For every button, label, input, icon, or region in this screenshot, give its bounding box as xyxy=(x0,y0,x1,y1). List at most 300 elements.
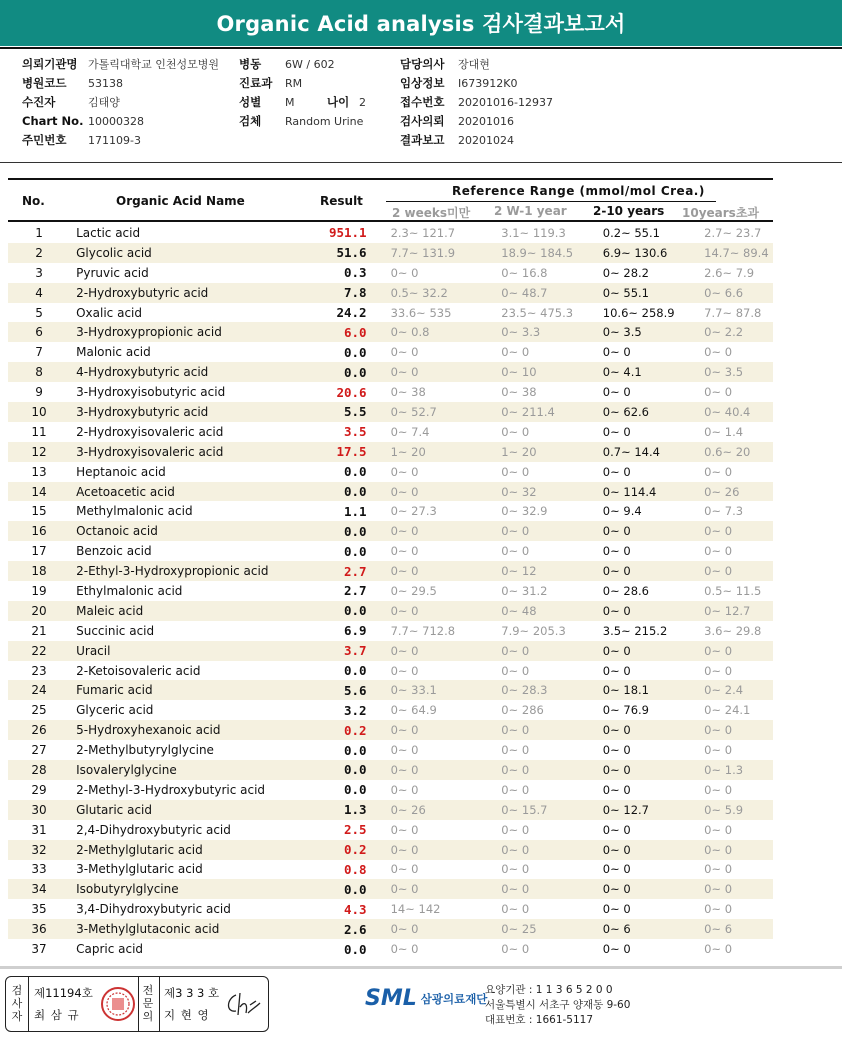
acid-name: 2-Methylbutyrylglycine xyxy=(76,743,214,758)
table-row xyxy=(8,402,773,422)
row-number: 5 xyxy=(35,305,43,320)
table-row xyxy=(8,303,773,323)
age-value: 2 xyxy=(359,96,366,109)
info-value: 장대현 xyxy=(458,58,490,71)
info-value: M xyxy=(285,96,295,109)
ref-2-10years: 0~ 0 xyxy=(602,942,631,956)
acid-name: 4-Hydroxybutyric acid xyxy=(70,362,321,382)
row-number: 16 xyxy=(8,521,70,541)
ref-2w-1year: 0~ 3.3 xyxy=(487,322,591,342)
ref-2-10years: 10.6~ 258.9 xyxy=(602,305,675,320)
result-value: 2.5 xyxy=(344,822,367,838)
ref-2weeks: 0.5~ 32.2 xyxy=(379,283,488,303)
ref-2weeks: 0~ 0 xyxy=(379,601,488,621)
ref-2w-1year: 7.9~ 205.3 xyxy=(501,623,566,638)
info-label: 진료과 xyxy=(239,76,273,90)
info-label: Chart No. xyxy=(22,114,84,128)
ref-2w-1year: 0~ 0 xyxy=(487,760,591,780)
ref-2-10years: 0~ 0 xyxy=(591,601,690,621)
table-row xyxy=(8,939,773,959)
ref-2-10years: 0~ 0 xyxy=(602,464,631,479)
row-number: 13 xyxy=(31,464,47,479)
acid-name: Methylmalonic acid xyxy=(76,504,193,519)
ref-2w-1year: 0~ 0 xyxy=(501,424,530,439)
ref-10years-plus: 0~ 0 xyxy=(690,641,773,661)
col-header-name: Organic Acid Name xyxy=(116,194,245,208)
acid-name: Acetoacetic acid xyxy=(70,482,321,502)
ref-2-10years: 0~ 6 xyxy=(591,919,690,939)
ref-2weeks: 0~ 27.3 xyxy=(390,504,437,519)
ref-10years-plus: 0~ 0 xyxy=(690,840,773,860)
result-value: 6.0 xyxy=(321,322,379,342)
result-value: 0.0 xyxy=(321,760,379,780)
ref-2w-1year: 0~ 10 xyxy=(487,362,591,382)
table-row xyxy=(8,780,773,800)
row-number: 32 xyxy=(8,840,70,860)
ref-2weeks: 0~ 0 xyxy=(390,942,419,956)
acid-name: 2-Ethyl-3-Hydroxypropionic acid xyxy=(70,561,321,581)
ref-2weeks: 7.7~ 131.9 xyxy=(379,243,488,263)
result-value: 7.8 xyxy=(321,283,379,303)
ref-10years-plus: 0~ 0 xyxy=(704,464,733,479)
result-value: 6.9 xyxy=(344,623,367,639)
ref-10years-plus: 0~ 0 xyxy=(704,822,733,837)
ref-2-10years: 0~ 0 xyxy=(602,385,631,400)
ref-2w-1year: 0~ 0 xyxy=(501,345,530,360)
ref-10years-plus: 0~ 0 xyxy=(704,942,733,956)
row-number: 17 xyxy=(31,544,47,559)
ref-2-10years: 0~ 0 xyxy=(602,782,631,797)
row-number: 28 xyxy=(8,760,70,780)
info-label: 수진자 xyxy=(22,95,56,109)
ref-10years-plus: 2.7~ 23.7 xyxy=(704,225,762,240)
sml-logo: SML xyxy=(365,986,417,1011)
row-number: 14 xyxy=(8,482,70,502)
results-table-header xyxy=(8,178,773,222)
ref-2-10years: 0~ 0 xyxy=(602,345,631,360)
table-row xyxy=(8,860,773,880)
info-label: 의뢰기관명 xyxy=(22,57,78,71)
ref-2-10years: 0.2~ 55.1 xyxy=(602,225,660,240)
row-number: 37 xyxy=(31,942,47,956)
acid-name: 3-Methylglutaconic acid xyxy=(70,919,321,939)
table-row xyxy=(8,621,773,641)
ref-10years-plus: 14.7~ 89.4 xyxy=(690,243,773,263)
ref-10years-plus: 0~ 0 xyxy=(704,743,733,758)
ref-10years-plus: 0~ 0 xyxy=(704,782,733,797)
tester-label: 검사자 xyxy=(11,984,23,1023)
table-row xyxy=(8,840,773,860)
col-header-ref-4: 10years초과 xyxy=(682,206,760,220)
ref-2w-1year: 0~ 0 xyxy=(501,862,530,877)
ref-2w-1year: 0~ 0 xyxy=(487,521,591,541)
row-number: 10 xyxy=(8,402,70,422)
ref-2w-1year: 0~ 25 xyxy=(487,919,591,939)
acid-name: Uracil xyxy=(70,641,321,661)
table-row xyxy=(8,800,773,820)
ref-2w-1year: 0~ 0 xyxy=(501,464,530,479)
result-value: 51.6 xyxy=(321,243,379,263)
ref-2w-1year: 18.9~ 184.5 xyxy=(487,243,591,263)
info-label: 성별 xyxy=(239,95,262,109)
ref-2-10years: 0~ 0 xyxy=(591,561,690,581)
row-number: 30 xyxy=(8,800,70,820)
result-value: 0.0 xyxy=(321,879,379,899)
tester-name: 최 삼 규 xyxy=(34,1008,80,1022)
official-seal-icon xyxy=(100,985,136,1023)
doctor-label: 전문의 xyxy=(142,984,154,1023)
row-number: 26 xyxy=(8,720,70,740)
acid-name: Isobutyrylglycine xyxy=(70,879,321,899)
acid-name: Glyceric acid xyxy=(76,703,154,718)
report-title: Organic Acid analysis 검사결과보고서 xyxy=(216,12,626,36)
ref-2weeks: 0~ 0 xyxy=(390,782,419,797)
doctor-name: 지 현 영 xyxy=(164,1008,210,1022)
result-value: 5.6 xyxy=(321,680,379,700)
ref-10years-plus: 0~ 0 xyxy=(704,544,733,559)
ref-10years-plus: 0~ 0 xyxy=(704,902,733,917)
ref-2-10years: 0~ 0 xyxy=(602,424,631,439)
ref-2weeks: 0~ 0 xyxy=(379,641,488,661)
ref-2w-1year: 0~ 32.9 xyxy=(501,504,548,519)
acid-name: Fumaric acid xyxy=(70,680,321,700)
table-row xyxy=(8,760,773,780)
ref-2weeks: 0~ 0 xyxy=(390,265,419,280)
results-table-body xyxy=(8,223,773,959)
ref-10years-plus: 0~ 5.9 xyxy=(690,800,773,820)
ref-2w-1year: 0~ 0 xyxy=(487,879,591,899)
table-row xyxy=(8,680,773,700)
ref-2-10years: 0~ 18.1 xyxy=(591,680,690,700)
ref-10years-plus: 0~ 40.4 xyxy=(690,402,773,422)
row-number: 35 xyxy=(31,902,47,917)
info-label: 병동 xyxy=(239,57,262,71)
ref-2w-1year: 23.5~ 475.3 xyxy=(501,305,574,320)
acid-name: Capric acid xyxy=(76,942,144,956)
acid-name: 3-Hydroxyisobutyric acid xyxy=(76,385,226,400)
ref-2w-1year: 0~ 0 xyxy=(487,720,591,740)
result-value: 17.5 xyxy=(321,442,379,462)
ref-10years-plus: 0~ 6.6 xyxy=(690,283,773,303)
acid-name: 3-Hydroxybutyric acid xyxy=(70,402,321,422)
table-row xyxy=(8,422,773,442)
result-value: 0.0 xyxy=(321,482,379,502)
ref-2-10years: 0~ 0 xyxy=(591,521,690,541)
tester-id: 제11194호 xyxy=(34,986,93,1000)
report-title-banner xyxy=(0,0,842,46)
acid-name: Maleic acid xyxy=(70,601,321,621)
row-number: 9 xyxy=(35,385,43,400)
ref-2weeks: 0~ 0 xyxy=(390,544,419,559)
acid-name: Pyruvic acid xyxy=(76,265,149,280)
ref-2w-1year: 0~ 0 xyxy=(487,641,591,661)
info-value: 20201016 xyxy=(458,115,514,128)
info-value: 가톨릭대학교 인천성모병원 xyxy=(88,58,220,71)
table-row xyxy=(8,720,773,740)
info-label: 검체 xyxy=(239,114,262,128)
ref-2weeks: 0~ 0 xyxy=(390,464,419,479)
ref-10years-plus: 0~ 2.4 xyxy=(690,680,773,700)
ref-2weeks: 0~ 29.5 xyxy=(390,583,437,598)
ref-2-10years: 6.9~ 130.6 xyxy=(591,243,690,263)
ref-10years-plus: 0~ 2.2 xyxy=(690,322,773,342)
row-number: 33 xyxy=(31,862,47,877)
result-value: 0.0 xyxy=(344,941,367,957)
ref-2weeks: 1~ 20 xyxy=(379,442,488,462)
row-number: 31 xyxy=(31,822,47,837)
ref-2w-1year: 0~ 12 xyxy=(487,561,591,581)
ref-10years-plus: 7.7~ 87.8 xyxy=(704,305,762,320)
result-value: 0.2 xyxy=(321,720,379,740)
row-number: 12 xyxy=(8,442,70,462)
acid-name: Ethylmalonic acid xyxy=(76,583,183,598)
acid-name: 3-Hydroxyisovaleric acid xyxy=(70,442,321,462)
info-label: 병원코드 xyxy=(22,76,67,90)
acid-name: 3,4-Dihydroxybutyric acid xyxy=(76,902,231,917)
ref-10years-plus: 0~ 0 xyxy=(690,561,773,581)
ref-2weeks: 0~ 64.9 xyxy=(390,703,437,718)
info-value: Random Urine xyxy=(285,115,364,128)
col-header-ref-2: 2 W-1 year xyxy=(494,204,567,218)
result-value: 1.1 xyxy=(344,503,367,519)
ref-2weeks: 0~ 52.7 xyxy=(379,402,488,422)
row-number: 6 xyxy=(8,322,70,342)
table-row xyxy=(8,442,773,462)
table-row xyxy=(8,342,773,362)
ref-2-10years: 0.7~ 14.4 xyxy=(591,442,690,462)
ref-2w-1year: 0~ 0 xyxy=(501,902,530,917)
ref-10years-plus: 0~ 0 xyxy=(704,345,733,360)
acid-name: 2-Methylglutaric acid xyxy=(70,840,321,860)
divider xyxy=(0,162,842,163)
result-value: 2.6 xyxy=(321,919,379,939)
ref-10years-plus: 0.5~ 11.5 xyxy=(704,583,762,598)
ref-2weeks: 0~ 0 xyxy=(379,919,488,939)
ref-2-10years: 0~ 3.5 xyxy=(591,322,690,342)
acid-name: Lactic acid xyxy=(76,225,141,240)
ref-2w-1year: 0~ 31.2 xyxy=(501,583,548,598)
ref-2-10years: 0~ 12.7 xyxy=(591,800,690,820)
info-col2 xyxy=(239,55,366,131)
result-value: 20.6 xyxy=(336,384,367,400)
ref-2w-1year: 0~ 0 xyxy=(501,942,530,956)
divider xyxy=(159,977,160,1031)
ref-10years-plus: 0~ 1.3 xyxy=(690,760,773,780)
result-value: 0.0 xyxy=(344,742,367,758)
info-label: 담당의사 xyxy=(400,57,445,71)
table-row xyxy=(8,899,773,919)
row-number: 18 xyxy=(8,561,70,581)
result-value: 3.2 xyxy=(344,702,367,718)
row-number: 15 xyxy=(31,504,47,519)
table-row xyxy=(8,263,773,283)
table-row xyxy=(8,322,773,342)
row-number: 21 xyxy=(31,623,47,638)
ref-2w-1year: 0~ 28.3 xyxy=(487,680,591,700)
ref-2w-1year: 0~ 0 xyxy=(501,743,530,758)
row-number: 7 xyxy=(35,345,43,360)
row-number: 11 xyxy=(31,424,47,439)
table-row xyxy=(8,700,773,720)
result-value: 0.0 xyxy=(321,362,379,382)
table-row xyxy=(8,919,773,939)
table-row xyxy=(8,283,773,303)
ref-2-10years: 0~ 0 xyxy=(602,544,631,559)
ref-2-10years: 0~ 0 xyxy=(602,743,631,758)
acid-name: Octanoic acid xyxy=(70,521,321,541)
info-value: 171109-3 xyxy=(88,134,141,147)
result-value: 0.2 xyxy=(321,840,379,860)
ref-2weeks: 0~ 26 xyxy=(379,800,488,820)
info-value: 20201024 xyxy=(458,134,514,147)
ref-2weeks: 0~ 0 xyxy=(390,743,419,758)
table-row xyxy=(8,501,773,521)
result-value: 3.5 xyxy=(344,424,367,440)
ref-2weeks: 0~ 0 xyxy=(379,760,488,780)
ref-2-10years: 0~ 0 xyxy=(591,840,690,860)
row-number: 29 xyxy=(31,782,47,797)
table-row xyxy=(8,581,773,601)
ref-10years-plus: 3.6~ 29.8 xyxy=(704,623,762,638)
ref-10years-plus: 0~ 0 xyxy=(704,663,733,678)
ref-2-10years: 0~ 62.6 xyxy=(591,402,690,422)
ref-10years-plus: 0~ 3.5 xyxy=(690,362,773,382)
result-value: 1.3 xyxy=(321,800,379,820)
row-number: 1 xyxy=(35,225,43,240)
info-value: I673912K0 xyxy=(458,77,518,90)
org-name: 삼광의료재단 xyxy=(420,991,488,1006)
ref-2weeks: 0~ 0 xyxy=(379,840,488,860)
ref-2-10years: 0~ 0 xyxy=(602,663,631,678)
ref-2-10years: 0~ 28.6 xyxy=(602,583,649,598)
divider xyxy=(0,47,842,49)
signature-icon xyxy=(222,987,262,1021)
acid-name: Glutaric acid xyxy=(70,800,321,820)
ref-2w-1year: 0~ 0 xyxy=(501,782,530,797)
table-row xyxy=(8,541,773,561)
row-number: 19 xyxy=(31,583,47,598)
table-row xyxy=(8,243,773,263)
doctor-id: 제3 3 3 호 xyxy=(164,986,220,1000)
row-number: 24 xyxy=(8,680,70,700)
row-number: 34 xyxy=(8,879,70,899)
divider xyxy=(0,966,842,969)
ref-2weeks: 7.7~ 712.8 xyxy=(390,623,456,638)
acid-name: Succinic acid xyxy=(76,623,155,638)
ref-10years-plus: 0.6~ 20 xyxy=(690,442,773,462)
row-number: 20 xyxy=(8,601,70,621)
ref-2weeks: 14~ 142 xyxy=(390,902,441,917)
ref-10years-plus: 0~ 24.1 xyxy=(704,703,751,718)
ref-10years-plus: 0~ 0 xyxy=(690,879,773,899)
col-header-no: No. xyxy=(22,194,45,208)
ref-2weeks: 0~ 7.4 xyxy=(390,424,430,439)
ref-10years-plus: 0~ 6 xyxy=(690,919,773,939)
info-value: 10000328 xyxy=(88,115,144,128)
acid-name: Malonic acid xyxy=(76,345,151,360)
result-value: 951.1 xyxy=(328,225,367,241)
ref-2w-1year: 0~ 48.7 xyxy=(487,283,591,303)
info-label: 결과보고 xyxy=(400,133,445,147)
divider xyxy=(138,977,139,1031)
info-col1 xyxy=(22,55,219,150)
col-header-result: Result xyxy=(320,194,363,208)
ref-2w-1year: 0~ 0 xyxy=(501,544,530,559)
ref-2-10years: 3.5~ 215.2 xyxy=(602,623,668,638)
acid-name: Isovalerylglycine xyxy=(70,760,321,780)
results-table xyxy=(8,223,773,959)
table-row xyxy=(8,462,773,482)
row-number: 2 xyxy=(8,243,70,263)
ref-2weeks: 0~ 0 xyxy=(390,822,419,837)
ref-2-10years: 0~ 28.2 xyxy=(602,265,649,280)
ref-10years-plus: 0~ 0 xyxy=(704,385,733,400)
ref-10years-plus: 0~ 0 xyxy=(704,862,733,877)
result-value: 0.0 xyxy=(344,344,367,360)
info-label: 주민번호 xyxy=(22,133,67,147)
ref-2-10years: 0~ 4.1 xyxy=(591,362,690,382)
result-value: 4.3 xyxy=(344,901,367,917)
ref-2-10years: 0~ 0 xyxy=(591,879,690,899)
divider xyxy=(28,977,29,1031)
ref-2weeks: 0~ 0 xyxy=(379,482,488,502)
acid-name: 2-Hydroxybutyric acid xyxy=(70,283,321,303)
ref-10years-plus: 0~ 1.4 xyxy=(704,424,744,439)
ref-10years-plus: 0~ 0 xyxy=(690,521,773,541)
table-row xyxy=(8,482,773,502)
divider xyxy=(386,201,716,202)
ref-2-10years: 0~ 55.1 xyxy=(591,283,690,303)
ref-2-10years: 0~ 0 xyxy=(602,822,631,837)
acid-name: Benzoic acid xyxy=(76,544,152,559)
ref-2-10years: 0~ 0 xyxy=(602,862,631,877)
age-label: 나이 xyxy=(327,95,350,109)
row-number: 25 xyxy=(31,703,47,718)
acid-name: Oxalic acid xyxy=(76,305,142,320)
result-value: 2.7 xyxy=(344,583,367,599)
ref-2w-1year: 0~ 0 xyxy=(501,822,530,837)
table-row xyxy=(8,521,773,541)
info-col3 xyxy=(400,55,553,150)
ref-2w-1year: 0~ 0 xyxy=(501,663,530,678)
ref-2w-1year: 0~ 38 xyxy=(501,385,537,400)
result-value: 2.7 xyxy=(321,561,379,581)
ref-2weeks: 33.6~ 535 xyxy=(390,305,452,320)
row-number: 36 xyxy=(8,919,70,939)
ref-2-10years: 0~ 0 xyxy=(591,641,690,661)
ref-2w-1year: 1~ 20 xyxy=(487,442,591,462)
ref-2-10years: 0~ 0 xyxy=(591,760,690,780)
col-header-ref-1: 2 weeks미만 xyxy=(392,206,471,220)
ref-10years-plus: 0~ 0 xyxy=(690,720,773,740)
ref-2w-1year: 0~ 0 xyxy=(487,840,591,860)
acid-name: Glycolic acid xyxy=(70,243,321,263)
sml-branding xyxy=(365,986,487,1011)
acid-name: Heptanoic acid xyxy=(76,464,166,479)
table-row xyxy=(8,740,773,760)
ref-2-10years: 0~ 114.4 xyxy=(591,482,690,502)
acid-name: 2-Methyl-3-Hydroxybutyric acid xyxy=(76,782,266,797)
ref-2weeks: 0~ 0 xyxy=(390,345,419,360)
ref-2weeks: 0~ 33.1 xyxy=(379,680,488,700)
row-number: 23 xyxy=(31,663,47,678)
info-label: 접수번호 xyxy=(400,95,445,109)
acid-name: 2-Ketoisovaleric acid xyxy=(76,663,201,678)
row-number: 22 xyxy=(8,641,70,661)
ref-2weeks: 0~ 0 xyxy=(390,862,419,877)
table-row xyxy=(8,382,773,402)
result-value: 0.0 xyxy=(344,543,367,559)
